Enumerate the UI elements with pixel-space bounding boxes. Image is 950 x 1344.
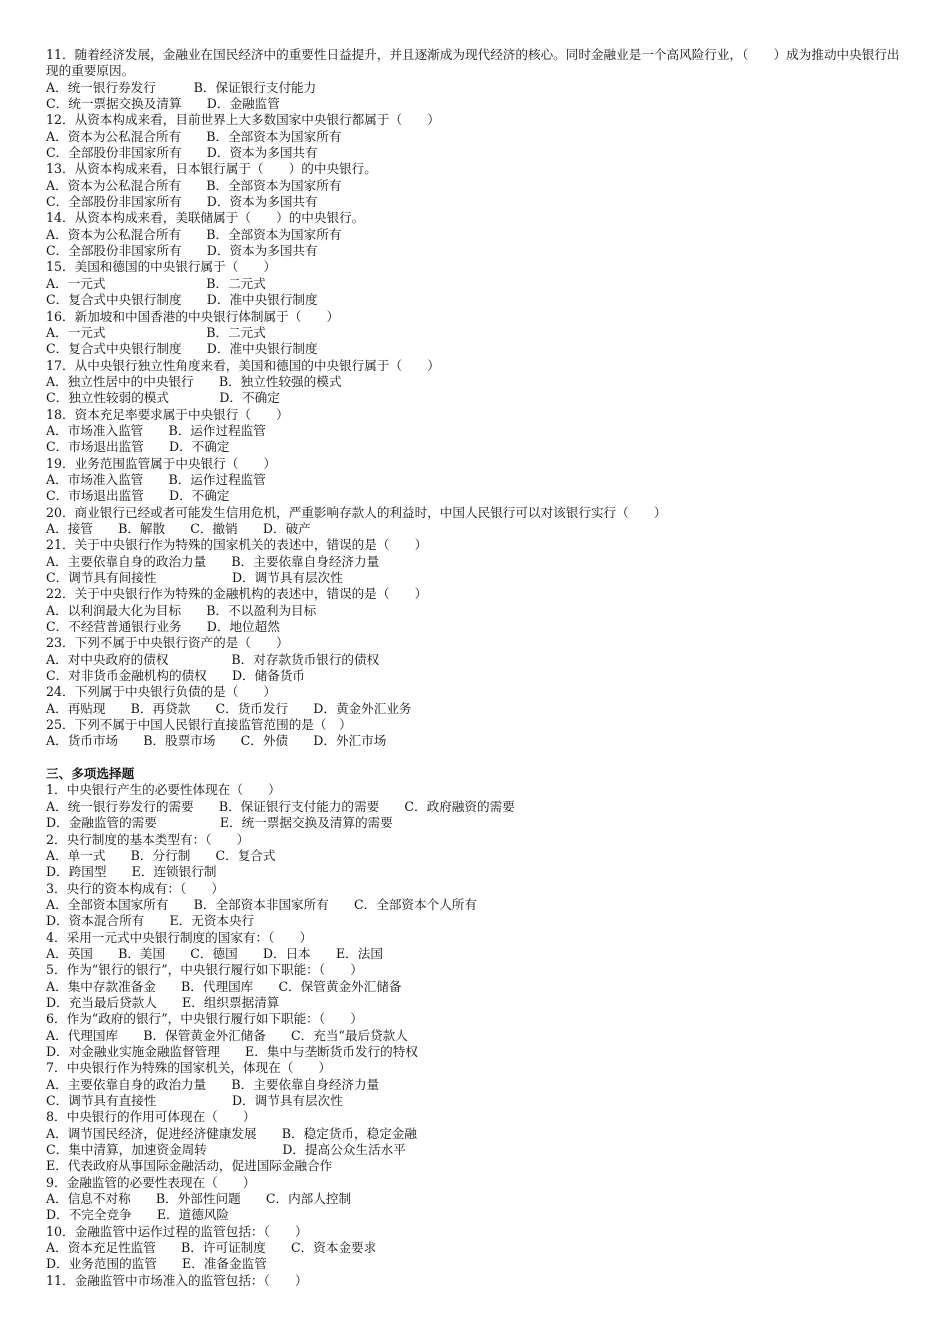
q19-options-cd: C．市场退出监管 D．不确定 <box>46 488 230 504</box>
mc8-options-cd: C．集中清算，加速资金周转 D．提高公众生活水平 <box>46 1142 406 1158</box>
mc3-options-abc: A．全部资本国家所有 B．全部资本非国家所有 C．全部资本个人所有 <box>46 896 477 912</box>
q21-options-ab: A．主要依靠自身的政治力量 B．主要依靠自身经济力量 <box>46 553 380 569</box>
question-17: 17．从中央银行独立性角度来看，美国和德国的中央银行属于（ ） <box>46 357 440 373</box>
mc8-options-ab: A．调节国民经济，促进经济健康发展 B．稳定货币，稳定金融 <box>46 1125 417 1141</box>
q21-options-cd: C．调节具有间接性 D．调节具有层次性 <box>46 570 343 585</box>
question-22: 22．关于中央银行作为特殊的金融机构的表述中，错误的是（ ） <box>46 586 428 602</box>
mc10-options-abc: A．资本充足性监管 B．许可证制度 C．资本金要求 <box>46 1240 377 1256</box>
mc9-options-de: D．不完全竞争 E．道德风险 <box>46 1207 230 1223</box>
q18-options-ab: A．市场准入监管 B．运作过程监管 <box>46 422 266 438</box>
mc-question-9: 9．金融监管的必要性表现在（ ） <box>46 1174 256 1190</box>
mc1-options-abc: A．统一银行券发行的需要 B．保证银行支付能力的需要 C．政府融资的需要 <box>46 798 515 814</box>
q14-options-cd: C．全部股份非国家所有 D．资本为多国共有 <box>46 243 318 259</box>
q23-options-ab: A．对中央政府的债权 B．对存款货币银行的债权 <box>46 651 380 667</box>
q25-options: A．货币市场 B．股票市场 C．外债 D．外汇市场 <box>46 733 387 749</box>
mc1-options-de: D．金融监管的需要 E．统一票据交换及清算的需要 <box>46 815 393 831</box>
mc-question-8: 8．中央银行的作用可体现在（ ） <box>46 1109 256 1125</box>
q11-options-ab: A．统一银行券发行 B．保证银行支付能力 <box>46 79 317 95</box>
q17-options-ab: A．独立性居中的中央银行 B．独立性较强的模式 <box>46 373 342 389</box>
question-21: 21．关于中央银行作为特殊的国家机关的表述中，错误的是（ ） <box>46 537 428 553</box>
q12-options-ab: A．资本为公私混合所有 B．全部资本为国家所有 <box>46 128 342 144</box>
question-24: 24．下列属于中央银行负债的是（ ） <box>46 684 277 700</box>
q20-options: A．接管 B．解散 C．撤销 D．破产 <box>46 520 311 536</box>
question-18: 18．资本充足率要求属于中央银行（ ） <box>46 406 289 422</box>
q22-options-ab: A．以利润最大化为目标 B．不以盈利为目标 <box>46 602 317 618</box>
question-16: 16．新加坡和中国香港的中央银行体制属于（ ） <box>46 308 340 324</box>
mc10-options-de: D．业务范围的监管 E．准备金监管 <box>46 1256 267 1272</box>
mc-question-5: 5．作为“银行的银行”，中央银行履行如下职能：（ ） <box>46 962 363 978</box>
q23-options-cd: C．对非货币金融机构的债权 D．储备货币 <box>46 668 306 684</box>
section-heading: 三、多项选择题 <box>46 766 135 782</box>
q15-options-cd: C．复合式中央银行制度 D．准中央银行制度 <box>46 292 318 308</box>
mc6-options-de: D．对金融业实施金融监督管理 E．集中与垄断货币发行的特权 <box>46 1043 418 1059</box>
q22-options-cd: C．不经营普通银行业务 D．地位超然 <box>46 619 280 635</box>
q13-options-ab: A．资本为公私混合所有 B．全部资本为国家所有 <box>46 177 342 193</box>
mc-question-4: 4．采用一元式中央银行制度的国家有：（ ） <box>46 929 313 945</box>
mc4-options: A．英国 B．美国 C．德国 D．日本 E．法国 <box>46 945 383 961</box>
mc5-options-de: D．充当最后贷款人 E．组织票据清算 <box>46 994 280 1010</box>
question-20: 20．商业银行已经或者可能发生信用危机，严重影响存款人的利益时，中国人民银行可以对该银行实行（ ） <box>46 504 667 520</box>
q11-options-cd: C．统一票据交换及清算 D．金融监管 <box>46 96 280 112</box>
question-23: 23．下列不属于中央银行资产的是（ ） <box>46 635 289 651</box>
question-25: 25．下列不属于中国人民银行直接监管范围的是（ ） <box>46 717 352 733</box>
q16-options-cd: C．复合式中央银行制度 D．准中央银行制度 <box>46 341 318 357</box>
q17-options-cd: C．独立性较弱的模式 D．不确定 <box>46 390 280 406</box>
mc2-options-de: D．跨国型 E．连锁银行制 <box>46 864 217 880</box>
mc6-options-abc: A．代理国库 B．保管黄金外汇储备 C．充当“最后贷款人 <box>46 1027 408 1043</box>
q19-options-ab: A．市场准入监管 B．运作过程监管 <box>46 471 266 487</box>
q16-options-ab: A．一元式 B．二元式 <box>46 324 266 340</box>
mc2-options-abc: A．单一式 B．分行制 C．复合式 <box>46 847 276 863</box>
question-12: 12．从资本构成来看，目前世界上大多数国家中央银行都属于（ ） <box>46 112 440 128</box>
mc-question-6: 6．作为“政府的银行”，中央银行履行如下职能：（ ） <box>46 1011 363 1027</box>
mc9-options-abc: A．信息不对称 B．外部性问题 C．内部人控制 <box>46 1191 352 1207</box>
mc-question-3: 3．央行的资本构成有：（ ） <box>46 880 225 896</box>
mc7-options-cd: C．调节具有直接性 D．调节具有层次性 <box>46 1093 343 1108</box>
q14-options-ab: A．资本为公私混合所有 B．全部资本为国家所有 <box>46 226 342 242</box>
q15-options-ab: A．一元式 B．二元式 <box>46 275 266 291</box>
question-13: 13．从资本构成来看，日本银行属于（ ）的中央银行。 <box>46 161 377 177</box>
question-19: 19．业务范围监管属于中央银行（ ） <box>46 455 277 471</box>
mc-question-7: 7．中央银行作为特殊的国家机关，体现在（ ） <box>46 1060 332 1076</box>
question-14: 14．从资本构成来看，美联储属于（ ）的中央银行。 <box>46 210 365 226</box>
mc-question-1: 1．中央银行产生的必要性体现在（ ） <box>46 782 281 798</box>
mc-question-2: 2．央行制度的基本类型有：（ ） <box>46 831 250 847</box>
q18-options-cd: C．市场退出监管 D．不确定 <box>46 439 230 455</box>
mc7-options-ab: A．主要依靠自身的政治力量 B．主要依靠自身经济力量 <box>46 1076 380 1092</box>
document-body <box>46 47 912 1289</box>
q24-options: A．再贴现 B．再贷款 C．货币发行 D．黄金外汇业务 <box>46 700 412 716</box>
mc-question-10: 10．金融监管中运作过程的监管包括：（ ） <box>46 1223 308 1239</box>
question-11: 11．随着经济发展，金融业在国民经济中的重要性日益提升，并且逐渐成为现代经济的核心。同时金融业是一个高风险行业，（ ）成为推动中央银行出现的重要原因。 <box>46 47 900 79</box>
q13-options-cd: C．全部股份非国家所有 D．资本为多国共有 <box>46 194 318 210</box>
mc5-options-abc: A．集中存款准备金 B．代理国库 C．保管黄金外汇储备 <box>46 978 402 994</box>
mc3-options-de: D．资本混合所有 E．无资本央行 <box>46 913 255 929</box>
q12-options-cd: C．全部股份非国家所有 D．资本为多国共有 <box>46 145 318 161</box>
mc-question-11: 11．金融监管中市场准入的监管包括：（ ） <box>46 1272 308 1288</box>
question-15: 15．美国和德国的中央银行属于（ ） <box>46 259 277 275</box>
mc8-options-e: E．代表政府从事国际金融活动，促进国际金融合作 <box>46 1158 333 1174</box>
